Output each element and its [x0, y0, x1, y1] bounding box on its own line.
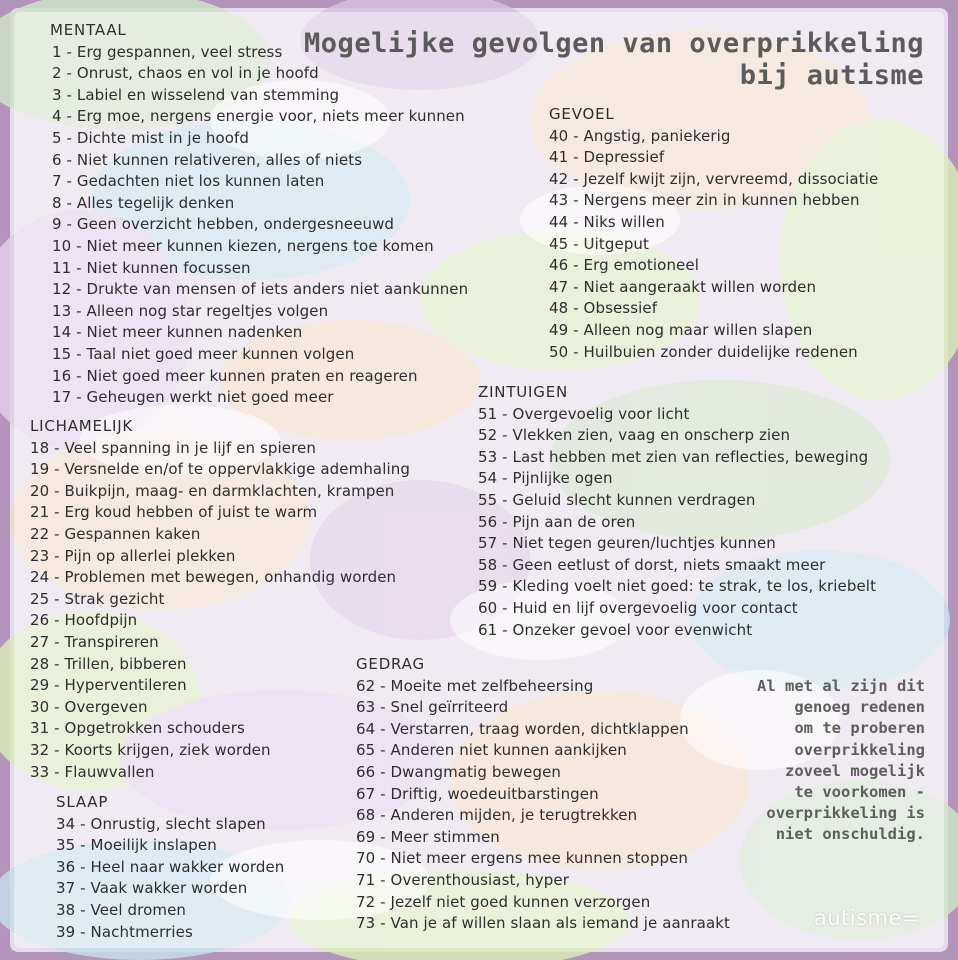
section-gevoel — [549, 104, 878, 363]
list-item: 72 - Jezelf niet goed kunnen verzorgen — [356, 892, 651, 911]
conclusion-line: zoveel mogelijk — [785, 761, 925, 780]
list-item: 39 - Nachtmerries — [56, 922, 193, 941]
list-item: 62 - Moeite met zelfbeheersing — [356, 676, 594, 695]
list-item: 16 - Niet goed meer kunnen praten en reageren — [52, 366, 418, 385]
list-item: 9 - Geen overzicht hebben, ondergesneeuwd — [52, 215, 395, 234]
list-item: 70 - Niet meer ergens mee kunnen stoppen — [356, 849, 689, 868]
list-item: 73 - Van je af willen slaan als iemand je aanraakt — [356, 914, 731, 933]
list-item: 4 - Erg moe, nergens energie voor, niets meer kunnen — [52, 107, 465, 126]
list-item: 64 - Verstarren, traag worden, dichtklappen — [356, 719, 689, 738]
list-item: 56 - Pijn aan de oren — [478, 512, 636, 531]
list-item: 66 - Dwangmatig bewegen — [356, 762, 562, 781]
list-item: 63 - Snel geïrriteerd — [356, 698, 509, 717]
list-item: 65 - Anderen niet kunnen aankijken — [356, 741, 627, 760]
list-item: 14 - Niet meer kunnen nadenken — [52, 323, 303, 342]
list-item: 30 - Overgeven — [30, 697, 148, 716]
list-item: 37 - Vaak wakker worden — [56, 879, 248, 898]
section-gedrag — [356, 654, 730, 935]
list-item: 19 - Versnelde en/of te oppervlakkige ademhaling — [30, 460, 410, 479]
section-heading: MENTAAL — [50, 21, 127, 39]
conclusion-line: niet onschuldig. — [775, 825, 925, 844]
item-list — [56, 814, 284, 944]
item-list — [549, 126, 878, 364]
list-item: 32 - Koorts krijgen, ziek worden — [30, 740, 271, 759]
list-item: 31 - Opgetrokken schouders — [30, 719, 245, 738]
item-list — [30, 438, 410, 784]
section-lichamelijk — [30, 416, 410, 783]
list-item: 53 - Last hebben met zien van reflecties, beweging — [478, 447, 869, 466]
list-item: 71 - Overenthousiast, hyper — [356, 870, 570, 889]
list-item: 38 - Veel dromen — [56, 900, 187, 919]
section-zintuigen — [478, 382, 876, 641]
list-item: 27 - Transpireren — [30, 632, 159, 651]
autisme-logo: autisme= — [813, 906, 920, 930]
list-item: 45 - Uitgeput — [549, 234, 650, 253]
list-item: 29 - Hyperventileren — [30, 676, 187, 695]
list-item: 43 - Nergens meer zin in kunnen hebben — [549, 191, 860, 210]
list-item: 58 - Geen eetlust of dorst, niets smaakt meer — [478, 555, 826, 574]
list-item: 52 - Vlekken zien, vaag en onscherp zien — [478, 426, 791, 445]
list-item: 59 - Kleding voelt niet goed: te strak, te los, kriebelt — [478, 577, 877, 596]
list-item: 33 - Flauwvallen — [30, 762, 155, 781]
list-item: 67 - Driftig, woedeuitbarstingen — [356, 784, 599, 803]
list-item: 11 - Niet kunnen focussen — [52, 258, 251, 277]
list-item: 23 - Pijn op allerlei plekken — [30, 546, 236, 565]
list-item: 34 - Onrustig, slecht slapen — [56, 814, 266, 833]
list-item: 69 - Meer stimmen — [356, 827, 500, 846]
conclusion-text — [705, 676, 925, 846]
section-heading: GEDRAG — [356, 655, 425, 673]
item-list — [478, 404, 876, 642]
list-item: 50 - Huilbuien zonder duidelijke redenen — [549, 342, 858, 361]
section-heading: SLAAP — [56, 793, 109, 811]
list-item: 20 - Buikpijn, maag- en darmklachten, krampen — [30, 481, 395, 500]
list-item: 54 - Pijnlijke ogen — [478, 469, 613, 488]
list-item: 49 - Alleen nog maar willen slapen — [549, 320, 813, 339]
list-item: 60 - Huid en lijf overgevoelig voor contact — [478, 598, 798, 617]
list-item: 6 - Niet kunnen relativeren, alles of niets — [52, 150, 363, 169]
list-item: 21 - Erg koud hebben of juist te warm — [30, 503, 318, 522]
list-item: 42 - Jezelf kwijt zijn, vervreemd, dissociatie — [549, 169, 879, 188]
list-item: 47 - Niet aangeraakt willen worden — [549, 277, 817, 296]
list-item: 24 - Problemen met bewegen, onhandig worden — [30, 568, 397, 587]
list-item: 17 - Geheugen werkt niet goed meer — [52, 388, 334, 407]
list-item: 1 - Erg gespannen, veel stress — [52, 42, 283, 61]
list-item: 28 - Trillen, bibberen — [30, 654, 187, 673]
list-item: 7 - Gedachten niet los kunnen laten — [52, 172, 325, 191]
section-heading: LICHAMELIJK — [30, 417, 134, 435]
conclusion-line: te voorkomen - — [794, 783, 925, 802]
section-slaap — [56, 792, 284, 943]
title-line-1: Mogelijke gevolgen van overprikkeling — [304, 28, 924, 59]
list-item: 25 - Strak gezicht — [30, 589, 165, 608]
list-item: 40 - Angstig, paniekerig — [549, 126, 731, 145]
list-item: 55 - Geluid slecht kunnen verdragen — [478, 490, 756, 509]
list-item: 18 - Veel spanning in je lijf en spieren — [30, 438, 316, 457]
list-item: 46 - Erg emotioneel — [549, 256, 699, 275]
list-item: 13 - Alleen nog star regeltjes volgen — [52, 301, 329, 320]
conclusion-line: overprikkeling — [794, 740, 925, 759]
list-item: 61 - Onzeker gevoel voor evenwicht — [478, 620, 753, 639]
list-item: 35 - Moeilijk inslapen — [56, 836, 217, 855]
list-item: 12 - Drukte van mensen of iets anders niet aankunnen — [52, 280, 469, 299]
item-list — [356, 676, 730, 935]
section-heading: GEVOEL — [549, 105, 615, 123]
list-item: 44 - Niks willen — [549, 212, 665, 231]
list-item: 22 - Gespannen kaken — [30, 524, 201, 543]
list-item: 48 - Obsessief — [549, 299, 658, 318]
list-item: 15 - Taal niet goed meer kunnen volgen — [52, 344, 355, 363]
section-mentaal — [50, 20, 468, 409]
list-item: 10 - Niet meer kunnen kiezen, nergens toe komen — [52, 236, 434, 255]
conclusion-line: overprikkeling is — [766, 804, 925, 823]
list-item: 5 - Dichte mist in je hoofd — [52, 128, 250, 147]
title-line-2: bij autisme — [739, 60, 924, 91]
conclusion-line: Al met al zijn dit — [757, 677, 925, 695]
conclusion-line: om te proberen — [794, 719, 925, 738]
list-item: 51 - Overgevoelig voor licht — [478, 404, 690, 423]
conclusion-line: genoeg redenen — [794, 698, 925, 717]
list-item: 68 - Anderen mijden, je terugtrekken — [356, 806, 638, 825]
list-item: 8 - Alles tegelijk denken — [52, 193, 235, 212]
list-item: 41 - Depressief — [549, 148, 665, 167]
section-heading: ZINTUIGEN — [478, 383, 569, 401]
list-item: 2 - Onrust, chaos en vol in je hoofd — [52, 64, 319, 83]
list-item: 36 - Heel naar wakker worden — [56, 857, 285, 876]
list-item: 3 - Labiel en wisselend van stemming — [52, 85, 340, 104]
list-item: 57 - Niet tegen geuren/luchtjes kunnen — [478, 534, 776, 553]
item-list — [50, 42, 468, 409]
list-item: 26 - Hoofdpijn — [30, 611, 138, 630]
